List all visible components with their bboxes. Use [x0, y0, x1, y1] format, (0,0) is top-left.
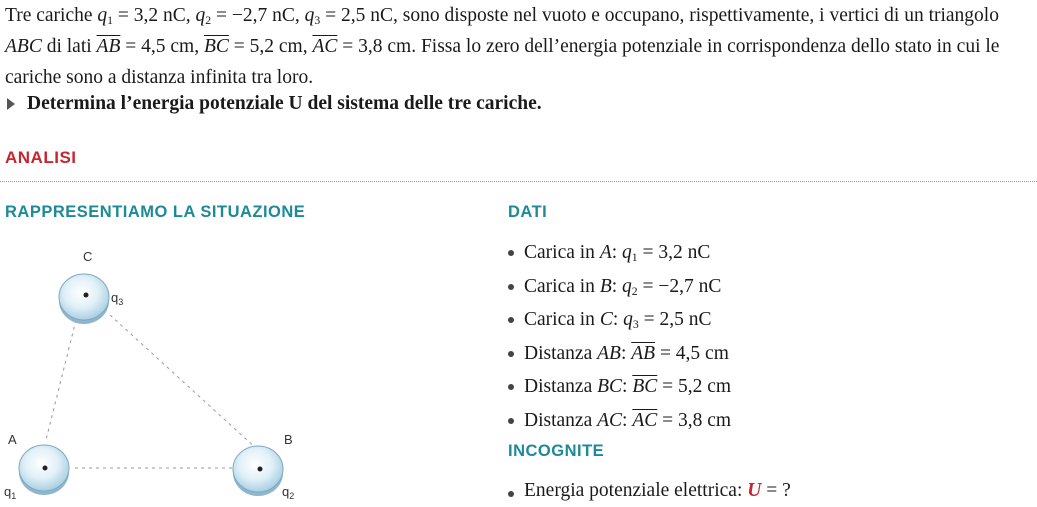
task-instruction: [5, 93, 542, 115]
problem-statement: [5, 0, 1033, 93]
list-item: Carica in A: $q_1 = 3,2$ nC: [508, 236, 731, 270]
problem-text: Tre cariche $q_1 = 3,2$ nC, $q_2 = -2,7$ nC, $q_3 = 2,5$ nC, sono disposte nel vuoto e occupano, rispettivamente, i vertici di un triangolo ABC di lati $\overline{AB} = 4,5$ cm, $\overline{BC} = 5,2$ cm, $\overline{AC} = 3,8$ cm. Fissa lo zero dell’energia potenziale in corrispondenza dello stato in cui le cariche sono a distanza infinita tra loro.: [5, 5, 1000, 88]
q3-label: $q_3$: [111, 290, 124, 307]
list-item: Distanza BC: $\overline{BC} = 5,2$ cm: [508, 370, 731, 404]
incognite-heading: INCOGNITE: [508, 442, 605, 460]
side-bc-line: [110, 315, 258, 450]
sphere-c: [59, 274, 109, 324]
list-item: Distanza AB: $\overline{AB} = 4,5$ cm: [508, 337, 731, 371]
charges-triangle-diagram: [0, 230, 330, 507]
q2-label: $q_2$: [282, 484, 295, 501]
list-item: Carica in C: $q_3 = 2,5$ nC: [508, 303, 731, 337]
triangle-bullet-icon: [7, 98, 15, 110]
analisi-heading: ANALISI: [5, 148, 77, 167]
side-ac-line: [46, 320, 76, 440]
q1-label: $q_1$: [4, 484, 17, 501]
vertex-a-label: A: [8, 432, 17, 447]
vertex-b-label: B: [284, 432, 293, 447]
list-item: Carica in B: $q_2 = -2,7$ nC: [508, 270, 731, 304]
list-item: Distanza AC: $\overline{AC} = 3,8$ cm: [508, 404, 731, 438]
incognite-list: [508, 477, 791, 505]
dotted-divider: [0, 181, 1037, 182]
task-text: Determina l’energia potenziale U del sistema delle tre cariche.: [27, 93, 542, 114]
vertex-c-label: C: [83, 249, 93, 264]
list-item: Energia potenziale elettrica: U = ?: [508, 477, 791, 505]
triangle-sides: [46, 315, 258, 468]
sphere-a: [19, 445, 69, 495]
dati-list: [508, 236, 731, 438]
rappresentiamo-heading: RAPPRESENTIAMO LA SITUAZIONE: [5, 203, 306, 221]
dati-heading: DATI: [508, 203, 548, 221]
sphere-b: [233, 446, 283, 496]
